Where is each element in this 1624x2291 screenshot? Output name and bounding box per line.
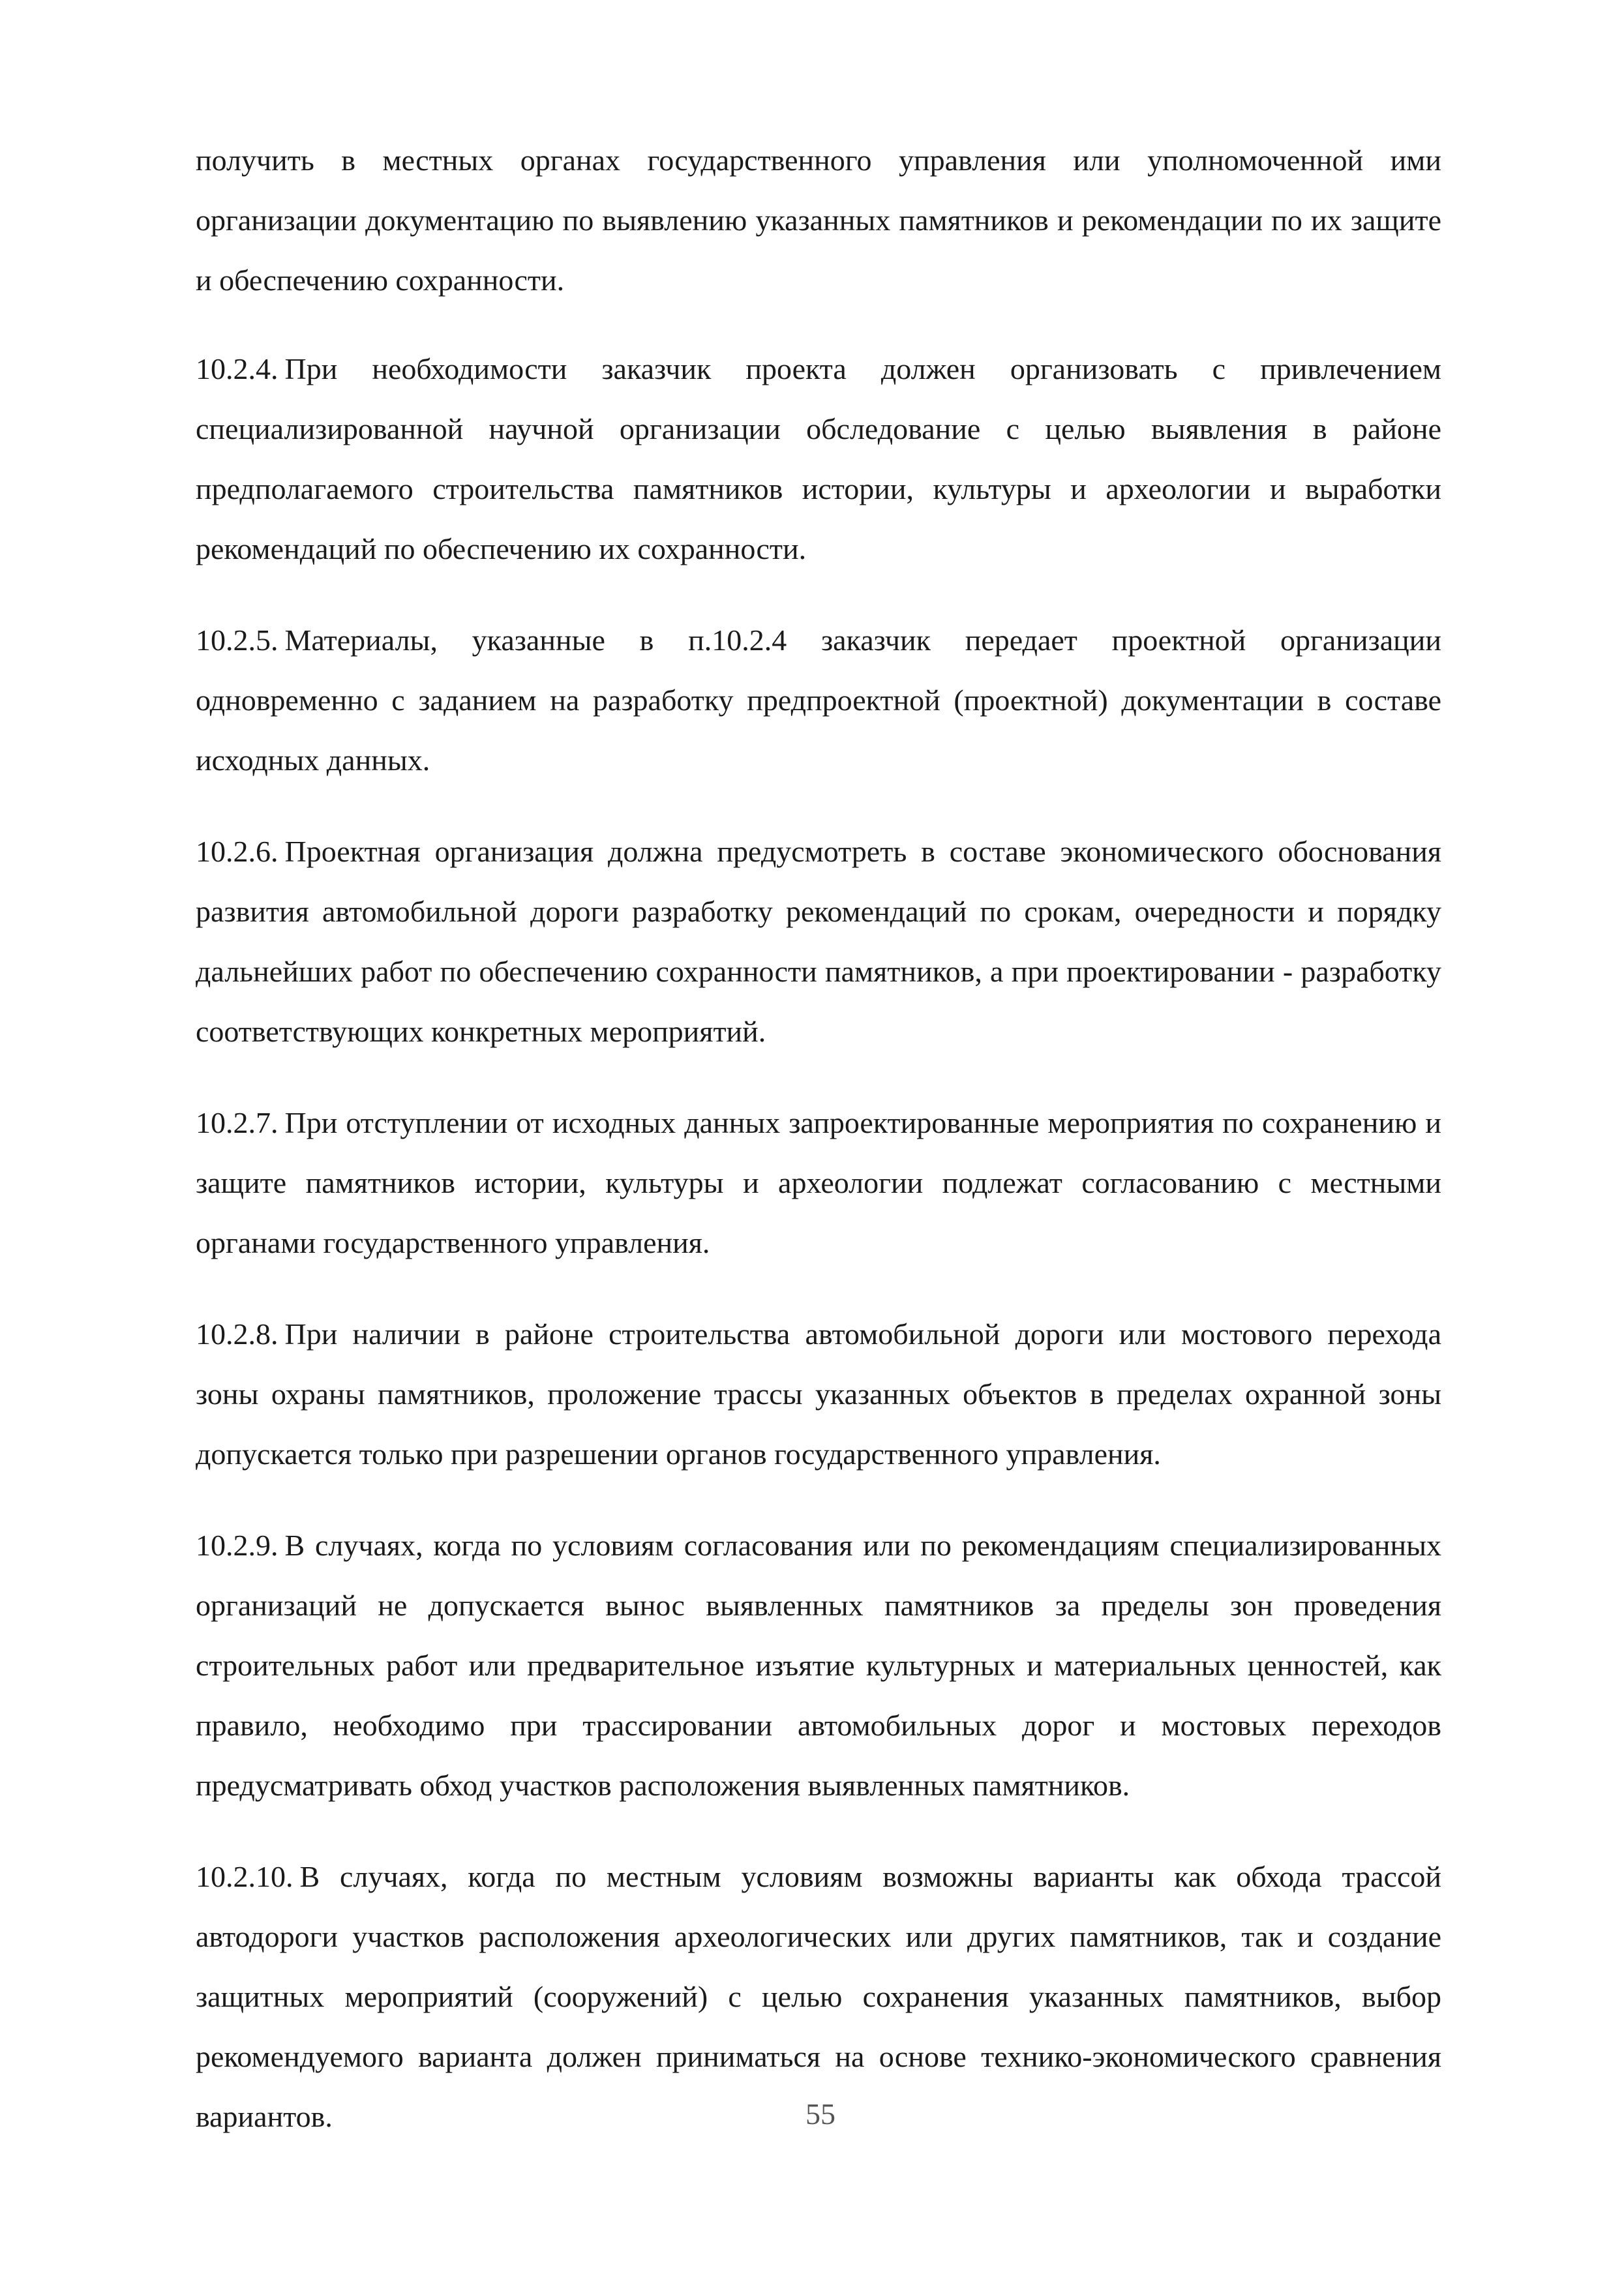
paragraph-text: В случаях, когда по местным условиям возможны варианты как обхода трассой автодороги участков расположения археологических или других памятников, так и создание защитных мероприятий (сооружений) с целью сохранения указанных памятников, выбор рекомендуемого варианта должен приниматься на основе технико-экономического сравнения вариантов. xyxy=(196,1860,1441,2133)
paragraph-number: 10.2.10. xyxy=(196,1860,293,1893)
paragraph-10-2-7 xyxy=(196,1093,1441,1273)
paragraph-text: Материалы, указанные в п.10.2.4 заказчик передает проектной организации одновременно с заданием на разработку предпроектной (проектной) документации в составе исходных данных. xyxy=(196,623,1441,777)
intro-paragraph xyxy=(196,130,1441,310)
paragraph-number: 10.2.9. xyxy=(196,1529,278,1562)
paragraph-number: 10.2.6. xyxy=(196,835,278,868)
paragraph-number: 10.2.5. xyxy=(196,623,278,657)
paragraph-10-2-4 xyxy=(196,339,1441,579)
paragraph-text: В случаях, когда по условиям согласования или по рекомендациям специализированных организаций не допускается вынос выявленных памятников за пределы зон проведения строительных работ или предварительное изъятие культурных и материальных ценностей, как правило, необходимо при трассировании автомобильных дорог и мостовых переходов предусматривать обход участков расположения выявленных памятников. xyxy=(196,1529,1441,1802)
intro-text: получить в местных органах государственного управления или уполномоченной ими организации документацию по выявлению указанных памятников и рекомендации по их защите и обеспечению сохранности. xyxy=(196,143,1441,297)
document-page xyxy=(196,130,1441,2178)
paragraph-10-2-5 xyxy=(196,610,1441,790)
paragraph-text: При наличии в районе строительства автомобильной дороги или мостового перехода зоны охраны памятников, проложение трассы указанных объектов в пределах охранной зоны допускается только при разрешении органов государственного управления. xyxy=(196,1317,1441,1471)
paragraph-text: Проектная организация должна предусмотреть в составе экономического обоснования развития автомобильной дороги разработку рекомендаций по срокам, очередности и порядку дальнейших работ по обеспечению сохранности памятников, а при проектировании - разработку соответствующих конкретных мероприятий. xyxy=(196,835,1441,1048)
paragraph-10-2-8 xyxy=(196,1304,1441,1484)
paragraph-number: 10.2.4. xyxy=(196,352,278,385)
paragraph-10-2-9 xyxy=(196,1516,1441,1816)
paragraph-10-2-6 xyxy=(196,822,1441,1062)
paragraph-number: 10.2.7. xyxy=(196,1106,278,1139)
paragraph-text: При отступлении от исходных данных запроектированные мероприятия по сохранению и защите памятников истории, культуры и археологии подлежат согласованию с местными органами государственного управления. xyxy=(196,1106,1441,1259)
paragraph-number: 10.2.8. xyxy=(196,1317,278,1351)
page-number: 55 xyxy=(805,2097,835,2131)
paragraph-text: При необходимости заказчик проекта должен организовать с привлечением специализированной научной организации обследование с целью выявления в районе предполагаемого строительства памятников истории, культуры и археологии и выработки рекомендаций по обеспечению их сохранности. xyxy=(196,352,1441,565)
